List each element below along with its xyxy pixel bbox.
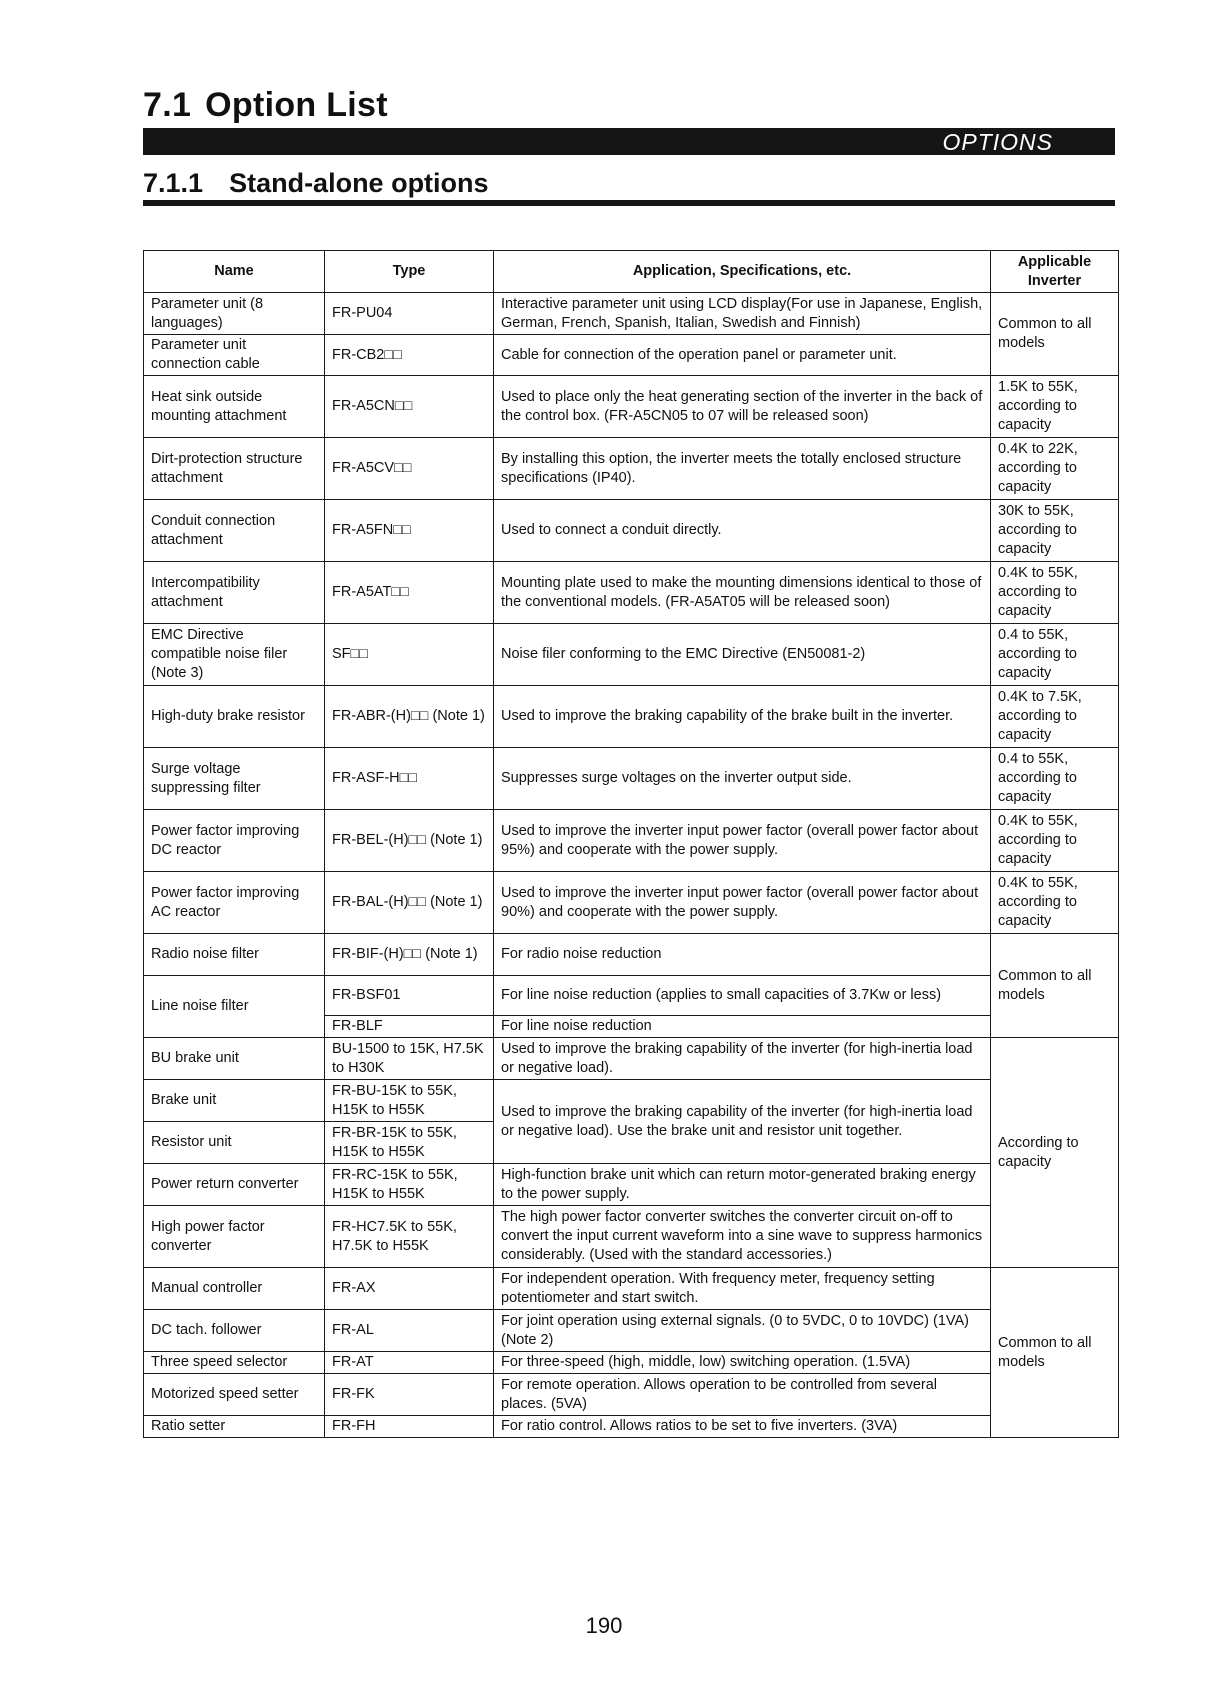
application-cell: The high power factor converter switches the converter circuit on-off to convert the input current waveform into a sine wave to suppress harmonics considerably. (Used with the standard accessories.) — [494, 1206, 991, 1268]
table-row — [144, 748, 1119, 810]
type-cell: FR-PU04 — [325, 293, 494, 335]
application-cell: For line noise reduction (applies to small capacities of 3.7Kw or less) — [494, 976, 991, 1016]
table-row — [144, 686, 1119, 748]
section-number: 7.1 — [143, 86, 192, 124]
application-cell: For line noise reduction — [494, 1016, 991, 1038]
application-cell: For three-speed (high, middle, low) switching operation. (1.5VA) — [494, 1352, 991, 1374]
table-row — [144, 810, 1119, 872]
inverter-cell: 0.4K to 55K, according to capacity — [991, 562, 1119, 624]
table-row — [144, 562, 1119, 624]
table-row — [144, 1268, 1119, 1310]
inverter-cell: 0.4K to 55K, according to capacity — [991, 810, 1119, 872]
name-cell: Conduit connection attachment — [144, 500, 325, 562]
type-cell: FR-BIF-(H)□□ (Note 1) — [325, 934, 494, 976]
inverter-cell: 0.4K to 7.5K, according to capacity — [991, 686, 1119, 748]
application-cell: Interactive parameter unit using LCD display(For use in Japanese, English, German, French, Spanish, Italian, Swedish and Finnish) — [494, 293, 991, 335]
type-cell: FR-A5FN□□ — [325, 500, 494, 562]
inverter-cell: 30K to 55K, according to capacity — [991, 500, 1119, 562]
type-cell: FR-AT — [325, 1352, 494, 1374]
type-cell: FR-A5CV□□ — [325, 438, 494, 500]
inverter-cell: 0.4K to 55K, according to capacity — [991, 872, 1119, 934]
table-row — [144, 1038, 1119, 1080]
subsection-rule — [143, 200, 1115, 206]
name-cell: High-duty brake resistor — [144, 686, 325, 748]
table-row — [144, 438, 1119, 500]
name-cell: Power return converter — [144, 1164, 325, 1206]
name-cell: EMC Directive compatible noise filer (Note 3) — [144, 624, 325, 686]
inverter-cell: Common to all models — [991, 1268, 1119, 1438]
table-row — [144, 1164, 1119, 1206]
name-cell: Motorized speed setter — [144, 1374, 325, 1416]
type-cell: FR-BEL-(H)□□ (Note 1) — [325, 810, 494, 872]
name-cell: Parameter unit (8 languages) — [144, 293, 325, 335]
type-cell: FR-BAL-(H)□□ (Note 1) — [325, 872, 494, 934]
inverter-cell: 0.4 to 55K, according to capacity — [991, 748, 1119, 810]
section-bar — [143, 128, 1115, 155]
type-cell: FR-FH — [325, 1416, 494, 1438]
type-cell: FR-BR-15K to 55K, H15K to H55K — [325, 1122, 494, 1164]
name-cell: DC tach. follower — [144, 1310, 325, 1352]
page-number: 190 — [585, 1613, 623, 1638]
header-type: Type — [325, 251, 494, 293]
table-row — [144, 872, 1119, 934]
application-cell: Used to improve the braking capability of the inverter (for high-inertia load or negative load). Use the brake unit and resistor unit together. — [494, 1080, 991, 1164]
inverter-cell: Common to all models — [991, 293, 1119, 376]
name-cell: Heat sink outside mounting attachment — [144, 376, 325, 438]
table-row — [144, 934, 1119, 976]
application-cell: Suppresses surge voltages on the inverter output side. — [494, 748, 991, 810]
name-cell: Brake unit — [144, 1080, 325, 1122]
application-cell: Noise filer conforming to the EMC Directive (EN50081-2) — [494, 624, 991, 686]
options-label: OPTIONS — [942, 129, 1053, 155]
name-cell: Resistor unit — [144, 1122, 325, 1164]
name-cell: Power factor improving DC reactor — [144, 810, 325, 872]
header-inverter: Applicable Inverter — [991, 251, 1119, 293]
inverter-cell: 0.4 to 55K, according to capacity — [991, 624, 1119, 686]
type-cell: FR-A5AT□□ — [325, 562, 494, 624]
table-row — [144, 376, 1119, 438]
table-row — [144, 1310, 1119, 1352]
name-cell: Intercompatibility attachment — [144, 562, 325, 624]
name-cell: Radio noise filter — [144, 934, 325, 976]
table-row — [144, 293, 1119, 335]
name-cell: Ratio setter — [144, 1416, 325, 1438]
name-cell: Manual controller — [144, 1268, 325, 1310]
subsection-heading — [143, 168, 489, 199]
name-cell: Surge voltage suppressing filter — [144, 748, 325, 810]
type-cell: FR-A5CN□□ — [325, 376, 494, 438]
application-cell: Cable for connection of the operation panel or parameter unit. — [494, 335, 991, 376]
inverter-cell: 1.5K to 55K, according to capacity — [991, 376, 1119, 438]
application-cell: By installing this option, the inverter meets the totally enclosed structure specifications (IP40). — [494, 438, 991, 500]
subsection-number: 7.1.1 — [143, 168, 204, 198]
name-cell: Parameter unit connection cable — [144, 335, 325, 376]
table-row — [144, 335, 1119, 376]
type-cell: FR-BLF — [325, 1016, 494, 1038]
application-cell: For remote operation. Allows operation to be controlled from several places. (5VA) — [494, 1374, 991, 1416]
header-name: Name — [144, 251, 325, 293]
application-cell: For ratio control. Allows ratios to be set to five inverters. (3VA) — [494, 1416, 991, 1438]
table-row — [144, 624, 1119, 686]
application-cell: Used to connect a conduit directly. — [494, 500, 991, 562]
application-cell: Used to improve the braking capability of the brake built in the inverter. — [494, 686, 991, 748]
name-cell: Power factor improving AC reactor — [144, 872, 325, 934]
inverter-cell: Common to all models — [991, 934, 1119, 1038]
section-title: Option List — [205, 86, 388, 124]
name-cell: BU brake unit — [144, 1038, 325, 1080]
table-row — [144, 1352, 1119, 1374]
application-cell: For independent operation. With frequency meter, frequency setting potentiometer and start switch. — [494, 1268, 991, 1310]
inverter-cell: 0.4K to 22K, according to capacity — [991, 438, 1119, 500]
type-cell: FR-HC7.5K to 55K, H7.5K to H55K — [325, 1206, 494, 1268]
application-cell: Mounting plate used to make the mounting dimensions identical to those of the conventional models. (FR-A5AT05 will be released soon) — [494, 562, 991, 624]
type-cell: FR-RC-15K to 55K, H15K to H55K — [325, 1164, 494, 1206]
table-row — [144, 1374, 1119, 1416]
table-row — [144, 1206, 1119, 1268]
section-heading — [143, 86, 388, 125]
name-cell: High power factor converter — [144, 1206, 325, 1268]
options-table — [143, 250, 1119, 1438]
type-cell: FR-BU-15K to 55K, H15K to H55K — [325, 1080, 494, 1122]
application-cell: High-function brake unit which can return motor-generated braking energy to the power supply. — [494, 1164, 991, 1206]
application-cell: Used to improve the braking capability of the inverter (for high-inertia load or negative load). — [494, 1038, 991, 1080]
application-cell: Used to improve the inverter input power factor (overall power factor about 95%) and cooperate with the power supply. — [494, 810, 991, 872]
type-cell: FR-AX — [325, 1268, 494, 1310]
name-cell: Dirt-protection structure attachment — [144, 438, 325, 500]
table-row — [144, 500, 1119, 562]
subsection-title: Stand-alone options — [229, 168, 489, 198]
type-cell: SF□□ — [325, 624, 494, 686]
type-cell: BU-1500 to 15K, H7.5K to H30K — [325, 1038, 494, 1080]
type-cell: FR-ABR-(H)□□ (Note 1) — [325, 686, 494, 748]
table-row — [144, 976, 1119, 1016]
application-cell: Used to place only the heat generating section of the inverter in the back of the control box. (FR-A5CN05 to 07 will be released soon) — [494, 376, 991, 438]
name-cell: Three speed selector — [144, 1352, 325, 1374]
table-header-row — [144, 251, 1119, 293]
type-cell: FR-AL — [325, 1310, 494, 1352]
type-cell: FR-BSF01 — [325, 976, 494, 1016]
type-cell: FR-ASF-H□□ — [325, 748, 494, 810]
inverter-cell: According to capacity — [991, 1038, 1119, 1268]
table-row — [144, 1416, 1119, 1438]
application-cell: For joint operation using external signals. (0 to 5VDC, 0 to 10VDC) (1VA) (Note 2) — [494, 1310, 991, 1352]
name-cell: Line noise filter — [144, 976, 325, 1038]
table-row — [144, 1080, 1119, 1122]
type-cell: FR-FK — [325, 1374, 494, 1416]
application-cell: For radio noise reduction — [494, 934, 991, 976]
header-application: Application, Specifications, etc. — [494, 251, 991, 293]
application-cell: Used to improve the inverter input power factor (overall power factor about 90%) and cooperate with the power supply. — [494, 872, 991, 934]
type-cell: FR-CB2□□ — [325, 335, 494, 376]
